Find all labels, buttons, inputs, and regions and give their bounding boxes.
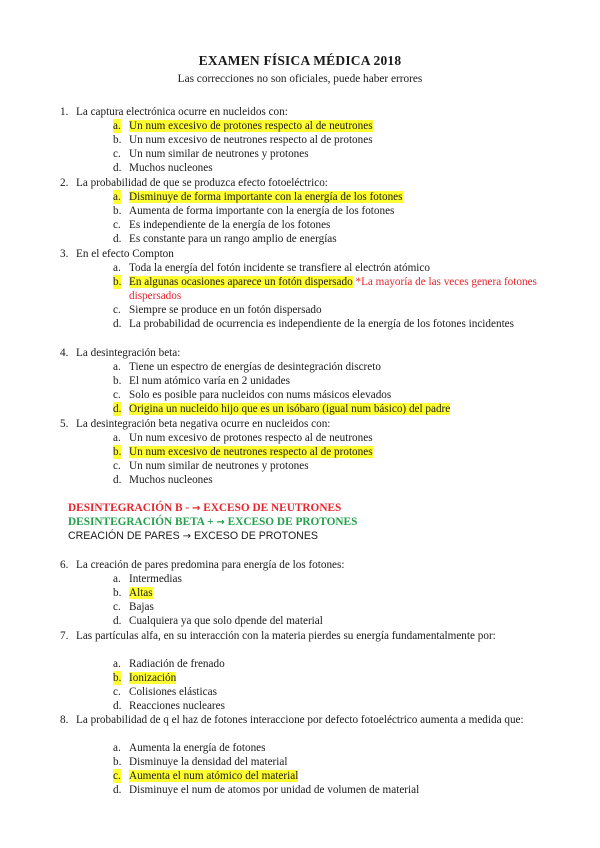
summary-pair-creation: CREACIÓN DE PARES → EXCESO DE PROTONES bbox=[68, 530, 318, 542]
summary-beta-plus: DESINTEGRACIÓN BETA + → EXCESO DE PROTONES bbox=[68, 516, 358, 528]
document-page: EXAMEN FÍSICA MÉDICA 2018 Las correcciones no son oficiales, puede haber errores 1. La captura electrónica ocurre en nucleidos con: a. Un num excesivo de protones respecto al de neutrones b. Un num excesivo de neutrones respecto al de protones c. Un num similar de neutrones y protones d. Muchos nucleones 2. La probabilidad de que se produzca efecto fotoeléctrico: a. Disminuye de forma importante con la energía de los fotones b. Aumenta de forma importante con la energía de los fotones c. Es independiente de la energía de los fotones d. Es constante para un rango amplio de energías 3. En el efecto Compton a. Toda la energía del fotón incidente se transfiere al electrón atómico b. En algunas ocasiones aparece un fotón dispersado *La mayoría de las veces genera fotones dispersados c. Siempre se produce en un fotón dispersado d. La probabilidad de ocurrencia es independiente de la energía de los fotones incidentes 4. La desintegración beta: a. Tiene un espectro de energías de desintegración discreto b. El num atómico varía en 2 unidades c. Solo es posible para nucleidos con nums másicos elevados d. Origina un nucleido hijo que es un isóbaro (igual num básico) del padre 5. La desintegración beta negativa ocurre en nucleidos con: a. Un num excesivo de protones respecto al de neutrones b. Un num excesivo de neutrones respecto al de protones c. Un num similar de neutrones y protones d. Muchos nucleones DESINTEGRACIÓN Β - → EXCESO DE NEUTRONES DESINTEGRACIÓN BETA + → EXCESO DE PROTONES CREACIÓN DE PARES → EXCESO DE PROTONES 6. La creación de pares predomina para energía de los fotones: a. Intermedias b. Altas c. Bajas d. Cualquiera ya que solo dpende del material 7. Las partículas alfa, en su interacción con la materia pierdes su energía fundamentalmente por: a. Radiación de frenado b. Ionización c. Colisiones elásticas d. Reacciones nucleares 8. La probabilidad de q el haz de fotones interaccione por defecto fotoeléctrico aumenta a medida que: a. Aumenta la energía de fotones b. Disminuye la densidad del material c. Aumenta el num atómico del material d. Disminuye el num de atomos por unidad de volumen de material bbox=[0, 0, 600, 848]
page-title: EXAMEN FÍSICA MÉDICA 2018 bbox=[198, 53, 402, 68]
arrow-right-icon: → bbox=[182, 531, 191, 542]
question-4: 4. La desintegración beta: bbox=[60, 347, 181, 359]
arrow-right-icon: → bbox=[191, 503, 201, 514]
question-8: 8. La probabilidad de q el haz de fotones interaccione por defecto fotoeléctrico aumenta a medida que: bbox=[60, 714, 524, 726]
question-1: 1. La captura electrónica ocurre en nucleidos con: bbox=[60, 106, 288, 118]
page-subtitle: Las correcciones no son oficiales, puede haber errores bbox=[177, 73, 423, 85]
question-6: 6. La creación de pares predomina para energía de los fotones: bbox=[60, 559, 345, 571]
arrow-right-icon: → bbox=[216, 517, 225, 528]
question-7: 7. Las partículas alfa, en su interacción con la materia pierdes su energía fundamentalmente por: bbox=[60, 630, 496, 642]
question-3: 3. En el efecto Compton bbox=[60, 248, 174, 260]
question-5: 5. La desintegración beta negativa ocurre en nucleidos con: bbox=[60, 418, 331, 430]
summary-beta-minus: DESINTEGRACIÓN Β - → EXCESO DE NEUTRONES bbox=[68, 502, 342, 514]
question-2: 2. La probabilidad de que se produzca efecto fotoeléctrico: bbox=[60, 177, 328, 189]
q3-correction-note: *La mayoría de las veces genera fotones dispersados bbox=[129, 276, 537, 303]
